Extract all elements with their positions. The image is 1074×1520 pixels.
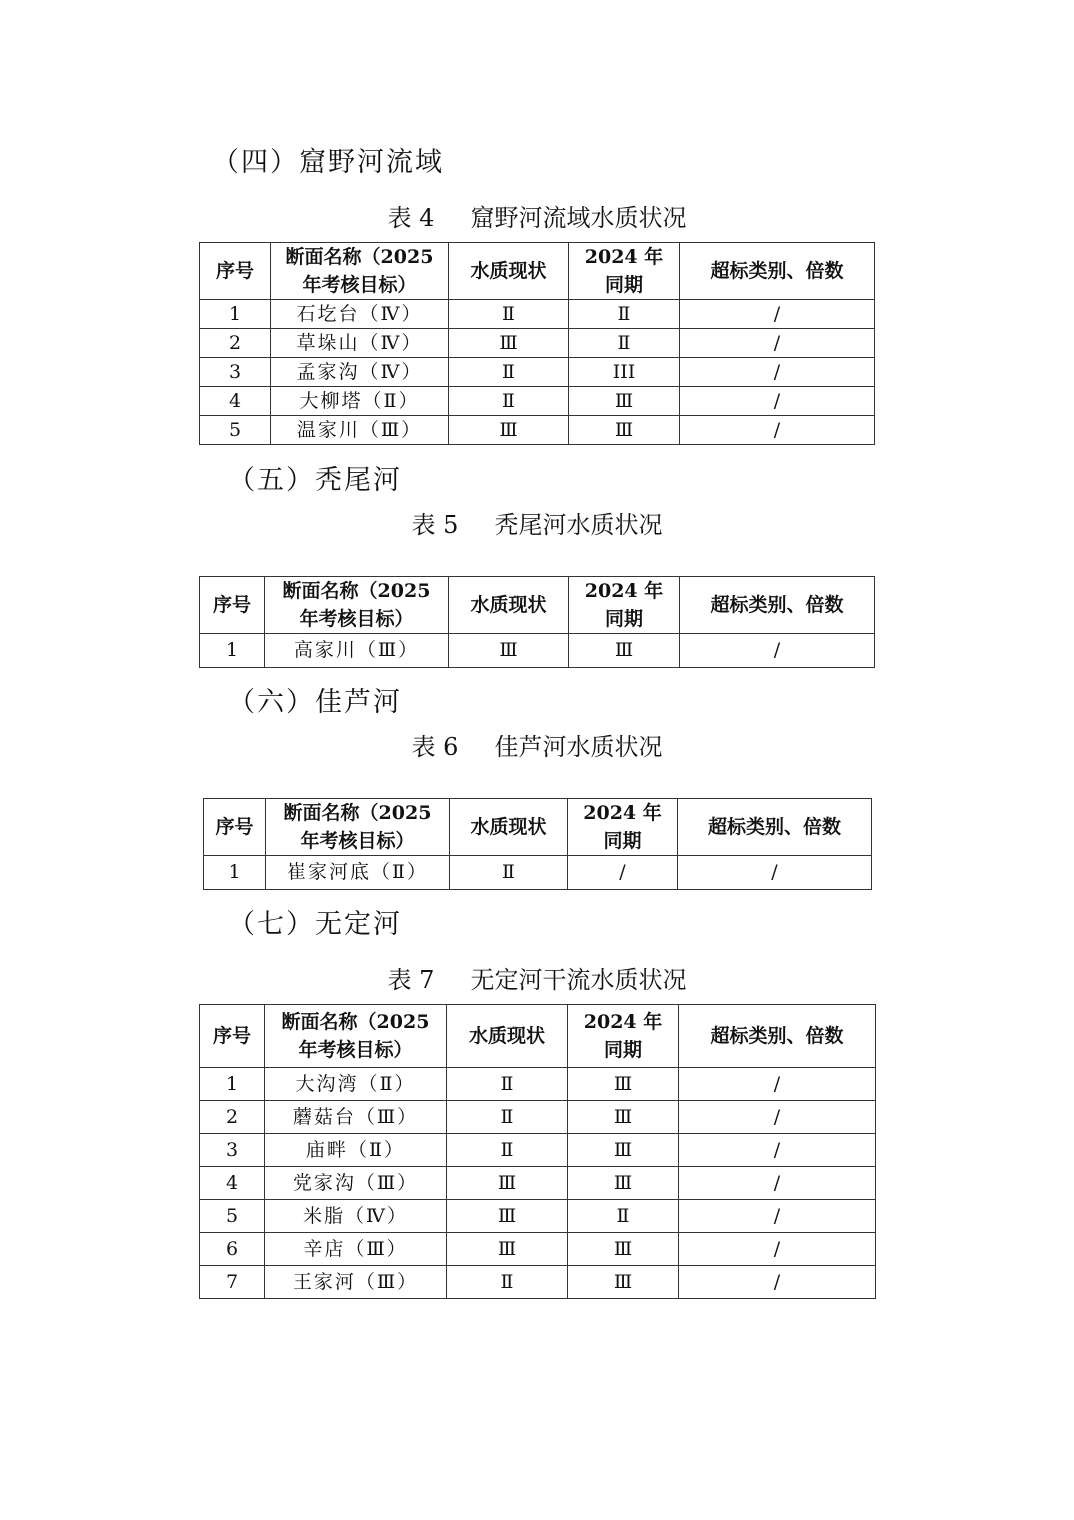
table-row: 3 庙畔（Ⅱ） Ⅱ Ⅲ / [200, 1134, 876, 1167]
header-exceed: 超标类别、倍数 [679, 1005, 876, 1068]
table-row: 5 米脂（Ⅳ） Ⅲ Ⅱ / [200, 1200, 876, 1233]
water-quality-table-5 [199, 576, 875, 668]
table-row: 1 崔家河底（Ⅱ） Ⅱ / / [204, 856, 872, 890]
water-quality-table-6 [203, 798, 872, 890]
header-seq: 序号 [200, 243, 271, 300]
header-section-name: 断面名称（2025 年考核目标） [271, 243, 449, 300]
header-seq: 序号 [200, 1005, 265, 1068]
header-section-name: 断面名称（2025 年考核目标） [266, 799, 450, 856]
table-row: 2 草垛山（Ⅳ） Ⅲ Ⅱ / [200, 329, 875, 358]
header-prev-year: 2024 年 同期 [568, 1005, 679, 1068]
caption-number: 表 4 [387, 204, 435, 232]
header-prev-year: 2024 年 同期 [569, 243, 680, 300]
table-caption-4 [0, 198, 1074, 233]
water-quality-table-7 [199, 1004, 876, 1299]
header-status: 水质现状 [447, 1005, 568, 1068]
water-quality-table-4 [199, 242, 875, 445]
table-caption-6 [0, 727, 1074, 762]
header-seq: 序号 [200, 577, 265, 634]
header-section-name: 断面名称（2025 年考核目标） [265, 577, 449, 634]
table-row: 5 温家川（Ⅲ） Ⅲ Ⅲ / [200, 416, 875, 445]
table-row: 7 王家河（Ⅲ） Ⅱ Ⅲ / [200, 1266, 876, 1299]
header-status: 水质现状 [449, 577, 569, 634]
section-heading-5: （五）秃尾河 [228, 465, 402, 496]
header-section-name: 断面名称（2025 年考核目标） [265, 1005, 447, 1068]
table-row: 1 高家川（Ⅲ） Ⅲ Ⅲ / [200, 634, 875, 668]
table-row: 3 孟家沟（Ⅳ） Ⅱ III / [200, 358, 875, 387]
section-heading-7: （七）无定河 [228, 909, 402, 940]
header-exceed: 超标类别、倍数 [680, 243, 875, 300]
caption-number: 表 7 [387, 966, 435, 994]
caption-title: 无定河干流水质状况 [470, 966, 687, 994]
table-row: 4 大柳塔（Ⅱ） Ⅱ Ⅲ / [200, 387, 875, 416]
table-row: 4 党家沟（Ⅲ） Ⅲ Ⅲ / [200, 1167, 876, 1200]
header-exceed: 超标类别、倍数 [680, 577, 875, 634]
header-exceed: 超标类别、倍数 [678, 799, 872, 856]
table-row: 6 辛店（Ⅲ） Ⅲ Ⅲ / [200, 1233, 876, 1266]
caption-title: 秃尾河水质状况 [494, 511, 663, 539]
header-status: 水质现状 [450, 799, 568, 856]
section-heading-4: （四）窟野河流域 [212, 147, 444, 178]
header-status: 水质现状 [449, 243, 569, 300]
section-heading-6: （六）佳芦河 [228, 687, 402, 718]
caption-title: 佳芦河水质状况 [494, 733, 663, 761]
table-row: 1 大沟湾（Ⅱ） Ⅱ Ⅲ / [200, 1068, 876, 1101]
header-prev-year: 2024 年 同期 [568, 799, 678, 856]
table-caption-7 [0, 960, 1074, 995]
header-prev-year: 2024 年 同期 [569, 577, 680, 634]
header-seq: 序号 [204, 799, 266, 856]
caption-number: 表 5 [411, 511, 459, 539]
caption-number: 表 6 [411, 733, 459, 761]
table-caption-5 [0, 505, 1074, 540]
table-row: 1 石圪台（Ⅳ） Ⅱ Ⅱ / [200, 300, 875, 329]
table-row: 2 蘑菇台（Ⅲ） Ⅱ Ⅲ / [200, 1101, 876, 1134]
caption-title: 窟野河流域水质状况 [470, 204, 687, 232]
